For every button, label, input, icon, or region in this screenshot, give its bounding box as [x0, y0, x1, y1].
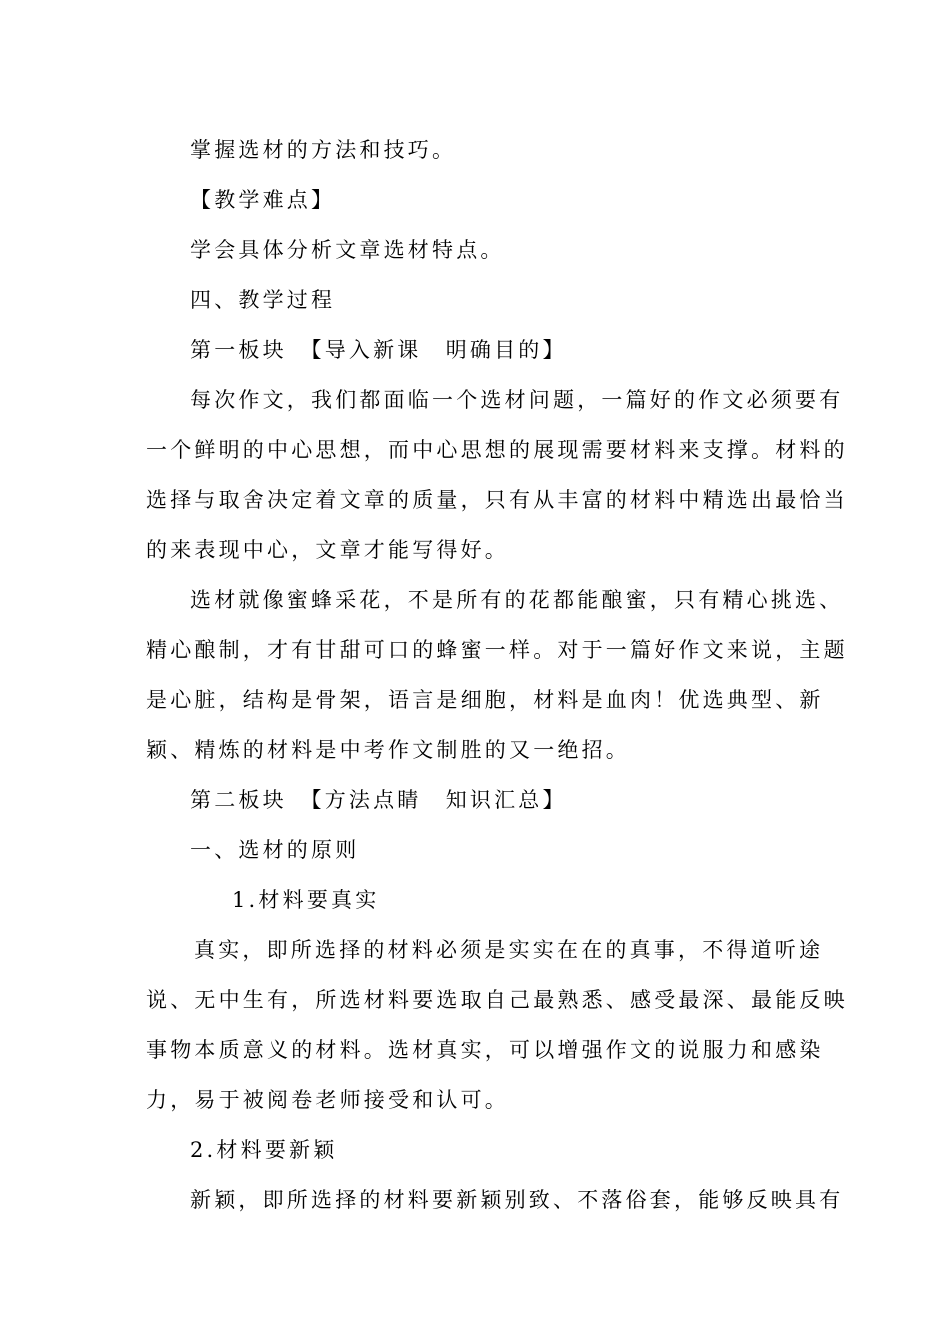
subheading-principles: 一、选材的原则 — [190, 838, 360, 862]
block-heading-first: 第一板块 【导入新课 明确目的】 — [190, 338, 567, 362]
paragraph-line: 一个鲜明的中心思想，而中心思想的展现需要材料来支撑。材料的 — [146, 438, 848, 462]
paragraph-line: 选择与取舍决定着文章的质量，只有从丰富的材料中精选出最恰当 — [146, 488, 848, 512]
paragraph-line: 的来表现中心，文章才能写得好。 — [146, 538, 509, 562]
section-heading-teaching-difficulty: 【教学难点】 — [190, 188, 336, 212]
paragraph-line: 每次作文，我们都面临一个选材问题，一篇好的作文必须要有 — [190, 388, 844, 412]
paragraph-line: 选材就像蜜蜂采花，不是所有的花都能酿蜜，只有精心挑选、 — [190, 588, 844, 612]
paragraph-line: 颖、精炼的材料是中考作文制胜的又一绝招。 — [146, 738, 630, 762]
block-heading-second: 第二板块 【方法点睛 知识汇总】 — [190, 788, 567, 812]
paragraph-line: 精心酿制，才有甘甜可口的蜂蜜一样。对于一篇好作文来说，主题 — [146, 638, 848, 662]
subheading-material-new: 2.材料要新颖 — [190, 1138, 338, 1162]
paragraph-line: 新颖，即所选择的材料要新颖别致、不落俗套，能够反映具有 — [190, 1188, 844, 1212]
text-line-1: 掌握选材的方法和技巧。 — [190, 138, 457, 162]
section-heading-teaching-process: 四、教学过程 — [190, 288, 336, 312]
paragraph-line: 真实，即所选择的材料必须是实实在在的真事，不得道听途 — [194, 938, 824, 962]
paragraph-line: 是心脏，结构是骨架，语言是细胞，材料是血肉！优选典型、新 — [146, 688, 824, 712]
subheading-material-true: 1.材料要真实 — [232, 888, 380, 912]
paragraph-line: 说、无中生有，所选材料要选取自己最熟悉、感受最深、最能反映 — [146, 988, 848, 1012]
paragraph-line: 力，易于被阅卷老师接受和认可。 — [146, 1088, 509, 1112]
paragraph-line: 事物本质意义的材料。选材真实，可以增强作文的说服力和感染 — [146, 1038, 824, 1062]
text-line-3: 学会具体分析文章选材特点。 — [190, 238, 505, 262]
